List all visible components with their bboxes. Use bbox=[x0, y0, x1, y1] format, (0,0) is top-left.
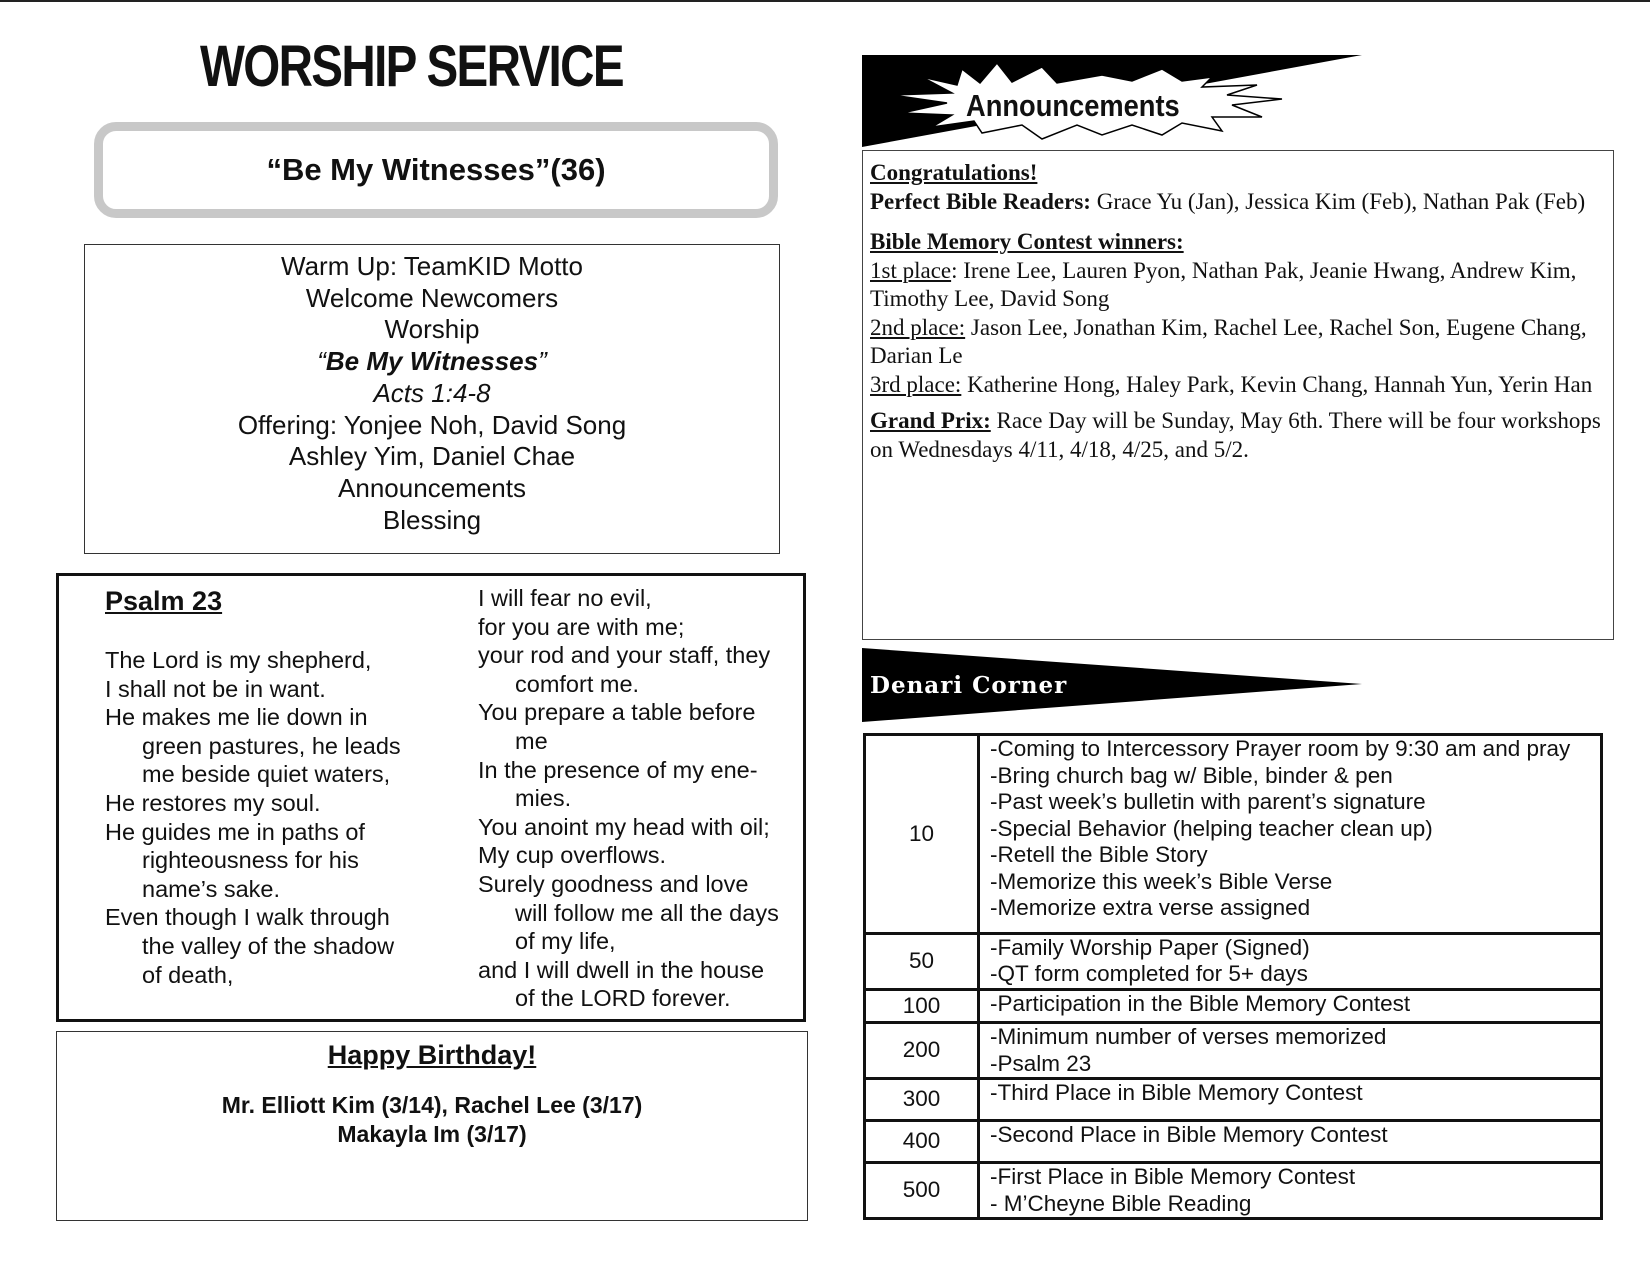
denari-row bbox=[865, 989, 1602, 1023]
congrats-heading: Congratulations! bbox=[870, 160, 1038, 185]
denari-points: 300 bbox=[865, 1079, 979, 1121]
psalm-line: Surely goodness and love bbox=[478, 870, 749, 897]
order-announcements: Announcements bbox=[338, 472, 526, 503]
denari-items bbox=[979, 1079, 1602, 1121]
denari-label: Denari Corner bbox=[870, 672, 1068, 699]
psalm-line: name’s sake. bbox=[142, 875, 281, 902]
denari-items bbox=[979, 933, 1602, 989]
psalm-line: I will fear no evil, bbox=[478, 585, 652, 611]
denari-points: 400 bbox=[865, 1121, 979, 1163]
psalm-column-1 bbox=[105, 646, 401, 989]
psalm-line: I shall not be in want. bbox=[105, 675, 326, 702]
psalm-line: of the LORD forever. bbox=[515, 985, 731, 1012]
denari-item: -Bring church bag w/ Bible, binder & pen bbox=[990, 762, 1393, 788]
psalm-box bbox=[56, 573, 806, 1022]
contest-heading: Bible Memory Contest winners: bbox=[870, 229, 1184, 254]
denari-item: -Family Worship Paper (Signed) bbox=[990, 934, 1310, 960]
announcements-box bbox=[862, 150, 1614, 640]
denari-items bbox=[979, 1023, 1602, 1079]
psalm-line: My cup overflows. bbox=[478, 842, 667, 869]
denari-row bbox=[865, 1163, 1602, 1219]
order-of-service bbox=[84, 244, 780, 554]
denari-row bbox=[865, 735, 1602, 934]
song-title: Be My Witnesses bbox=[325, 346, 539, 377]
first-place-label: 1st place bbox=[870, 257, 952, 283]
psalm-line: Even though I walk through bbox=[105, 904, 390, 931]
psalm-line: You anoint my head with oil; bbox=[478, 813, 770, 840]
sermon-title-box bbox=[94, 122, 778, 218]
perfect-readers-label: Perfect Bible Readers: bbox=[870, 188, 1091, 214]
psalm-line: for you are with me; bbox=[478, 613, 685, 640]
denari-row bbox=[865, 1079, 1602, 1121]
psalm-line: He makes me lie down in bbox=[105, 704, 368, 731]
denari-points: 100 bbox=[865, 989, 979, 1023]
denari-items bbox=[979, 989, 1602, 1023]
psalm-line: me beside quiet waters, bbox=[142, 761, 391, 788]
psalm-title: Psalm 23 bbox=[105, 586, 223, 616]
birthday-line-2: Makayla Im (3/17) bbox=[337, 1121, 527, 1147]
denari-row bbox=[865, 1023, 1602, 1079]
grand-prix-text: Race Day will be Sunday, May 6th. There will be four workshops on Wednesdays 4/11, 4/18, 4/25, and 5/2. bbox=[870, 408, 1601, 462]
order-warm-up: Warm Up: TeamKID Motto bbox=[281, 251, 583, 281]
announcements-label: Announcements bbox=[966, 88, 1180, 123]
denari-points: 500 bbox=[865, 1163, 979, 1219]
denari-points: 200 bbox=[865, 1023, 979, 1079]
denari-item: -Psalm 23 bbox=[990, 1050, 1092, 1076]
top-rule bbox=[0, 0, 1650, 2]
denari-items bbox=[979, 1163, 1602, 1219]
psalm-line: In the presence of my ene- bbox=[478, 756, 758, 783]
psalm-line: your rod and your staff, they bbox=[478, 642, 771, 669]
first-place-text: : Irene Lee, Lauren Pyon, Nathan Pak, Jeanie Hwang, Andrew Kim, Timothy Lee, David Song bbox=[870, 257, 1577, 311]
denari-item: -Second Place in Bible Memory Contest bbox=[990, 1122, 1388, 1147]
denari-item: -Retell the Bible Story bbox=[990, 842, 1208, 867]
perfect-readers-text: Grace Yu (Jan), Jessica Kim (Feb), Nathan Pak (Feb) bbox=[1090, 188, 1586, 214]
denari-item: -QT form completed for 5+ days bbox=[990, 961, 1308, 986]
denari-item: -Memorize extra verse assigned bbox=[990, 895, 1311, 920]
third-place-text: Katherine Hong, Haley Park, Kevin Chang, Hannah Yun, Yerin Han bbox=[961, 371, 1593, 397]
order-song bbox=[85, 346, 779, 378]
birthday-title: Happy Birthday! bbox=[327, 1040, 537, 1070]
second-place-label: 2nd place: bbox=[870, 314, 966, 340]
song-quote-close: ” bbox=[538, 346, 547, 377]
denari-item: -Memorize this week’s Bible Verse bbox=[990, 868, 1333, 894]
denari-item: -First Place in Bible Memory Contest bbox=[990, 1164, 1356, 1189]
psalm-line: of my life, bbox=[515, 928, 616, 955]
song-quote-open: “ bbox=[317, 346, 326, 377]
psalm-line: mies. bbox=[515, 785, 572, 812]
sermon-title: “Be My Witnesses”(36) bbox=[266, 152, 606, 187]
birthday-box bbox=[56, 1031, 808, 1221]
third-place-label: 3rd place: bbox=[870, 371, 962, 397]
worship-service-title: WORSHIP SERVICE bbox=[200, 34, 623, 99]
denari-items bbox=[979, 735, 1602, 934]
denari-points: 10 bbox=[865, 735, 979, 934]
grand-prix-label: Grand Prix: bbox=[870, 408, 991, 433]
order-worship: Worship bbox=[384, 314, 480, 345]
denari-item: -Minimum number of verses memorized bbox=[990, 1024, 1387, 1049]
psalm-line: He guides me in paths of bbox=[105, 818, 365, 845]
denari-row bbox=[865, 1121, 1602, 1163]
order-blessing: Blessing bbox=[382, 504, 482, 535]
order-scripture: Acts 1:4-8 bbox=[373, 377, 491, 408]
denari-points: 50 bbox=[865, 933, 979, 989]
denari-item: -Participation in the Bible Memory Contest bbox=[990, 990, 1411, 1016]
denari-items bbox=[979, 1121, 1602, 1163]
second-place-text: Jason Lee, Jonathan Kim, Rachel Lee, Rachel Son, Eugene Chang, Darian Le bbox=[870, 314, 1587, 368]
psalm-line: comfort me. bbox=[515, 670, 640, 697]
psalm-line: righteousness for his bbox=[142, 847, 359, 874]
denari-item: -Coming to Intercessory Prayer room by 9:30 am and pray bbox=[990, 736, 1571, 761]
denari-table bbox=[863, 733, 1603, 1220]
psalm-line: me bbox=[515, 727, 548, 754]
order-offering: Offering: Yonjee Noh, David Song bbox=[237, 409, 627, 440]
psalm-line: You prepare a table before bbox=[478, 699, 756, 726]
denari-item: -Third Place in Bible Memory Contest bbox=[990, 1080, 1363, 1105]
denari-item: -Past week’s bulletin with parent’s signature bbox=[990, 789, 1426, 814]
psalm-line: He restores my soul. bbox=[105, 789, 321, 816]
denari-row bbox=[865, 933, 1602, 989]
denari-item: -Special Behavior (helping teacher clean up) bbox=[990, 815, 1433, 841]
order-offering-2: Ashley Yim, Daniel Chae bbox=[288, 441, 576, 472]
birthday-line-1: Mr. Elliott Kim (3/14), Rachel Lee (3/17) bbox=[221, 1092, 643, 1118]
psalm-line: the valley of the shadow bbox=[142, 932, 395, 959]
denari-item: - M’Cheyne Bible Reading bbox=[990, 1190, 1252, 1216]
psalm-column-2 bbox=[478, 584, 779, 1013]
psalm-line: The Lord is my shepherd, bbox=[105, 647, 372, 673]
psalm-line: and I will dwell in the house bbox=[478, 956, 765, 983]
order-welcome: Welcome Newcomers bbox=[305, 282, 559, 313]
psalm-line: green pastures, he leads bbox=[142, 732, 401, 759]
psalm-line: will follow me all the days bbox=[515, 899, 779, 926]
psalm-line: of death, bbox=[142, 961, 234, 988]
